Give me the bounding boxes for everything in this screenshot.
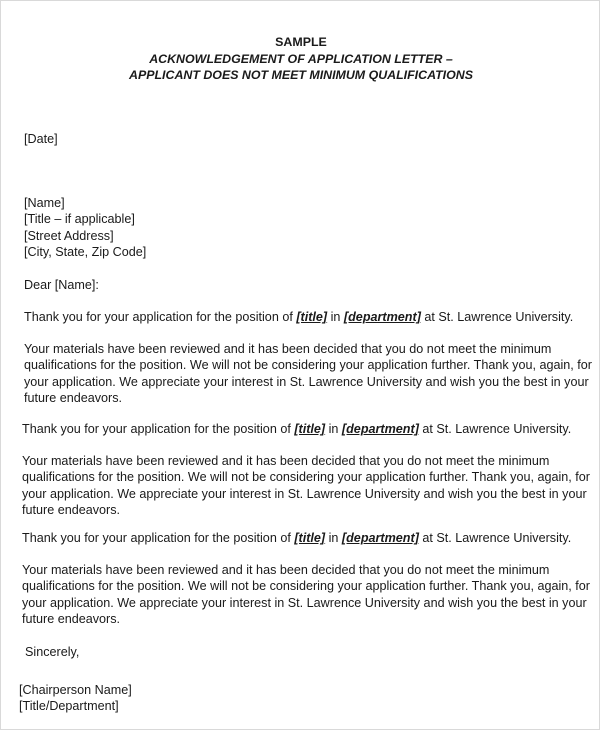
- body-line-3: your application. We appreciate your interest in St. Lawrence University and wish you the best in your: [24, 374, 589, 389]
- signature-name: [Chairperson Name]: [19, 683, 132, 697]
- department-tag: [department]: [341, 422, 419, 436]
- intro-middle: in: [327, 310, 344, 324]
- title-line-2: APPLICANT DOES NOT MEET MINIMUM QUALIFICATIONS: [129, 68, 473, 82]
- recipient-address: [24, 195, 146, 260]
- signature-title: [Title/Department]: [19, 699, 119, 714]
- intro-sentence: [24, 309, 573, 325]
- body-paragraph: [22, 562, 590, 627]
- intro-after: at St. Lawrence University.: [418, 422, 572, 436]
- letter-header: [1, 34, 600, 84]
- body-line-2: qualifications for the position. We will not be considering your application further. Thank you, again, for: [24, 358, 592, 373]
- closing-text: Sincerely,: [25, 645, 80, 659]
- intro-after: at St. Lawrence University.: [420, 310, 574, 324]
- body-line-1: Your materials have been reviewed and it has been decided that you do not meet the minimum: [24, 342, 552, 356]
- body-line-3: your application. We appreciate your interest in St. Lawrence University and wish you the best in your: [22, 595, 587, 610]
- body-paragraph: [24, 341, 592, 406]
- salutation-text: Dear [Name]:: [24, 278, 99, 292]
- body-line-3: your application. We appreciate your interest in St. Lawrence University and wish you the best in your: [22, 486, 587, 501]
- intro-middle: in: [325, 422, 342, 436]
- body-line-1: Your materials have been reviewed and it has been decided that you do not meet the minimum: [22, 563, 550, 577]
- intro-before: Thank you for your application for the position of: [24, 310, 297, 324]
- date-text: [Date]: [24, 132, 58, 146]
- intro-before: Thank you for your application for the position of: [22, 422, 295, 436]
- date-placeholder: [24, 131, 58, 147]
- intro-after: at St. Lawrence University.: [418, 531, 572, 545]
- signature-block: [19, 682, 132, 715]
- body-line-4: future endeavors.: [22, 611, 121, 626]
- title-tag: [title]: [294, 531, 326, 545]
- title-tag: [title]: [296, 310, 328, 324]
- body-line-4: future endeavors.: [22, 502, 121, 517]
- intro-sentence: [22, 421, 571, 437]
- department-tag: [department]: [343, 310, 421, 324]
- intro-middle: in: [325, 531, 342, 545]
- recipient-title: [Title – if applicable]: [24, 212, 135, 227]
- body-line-1: Your materials have been reviewed and it has been decided that you do not meet the minimum: [22, 454, 550, 468]
- intro-before: Thank you for your application for the position of: [22, 531, 295, 545]
- title-tag: [title]: [294, 422, 326, 436]
- body-line-2: qualifications for the position. We will not be considering your application further. Thank you, again, for: [22, 470, 590, 485]
- body-line-2: qualifications for the position. We will not be considering your application further. Thank you, again, for: [22, 579, 590, 594]
- body-line-4: future endeavors.: [24, 390, 123, 405]
- sample-label: SAMPLE: [275, 35, 327, 49]
- closing: [25, 644, 79, 660]
- intro-sentence: [22, 530, 571, 546]
- department-tag: [department]: [341, 531, 419, 545]
- salutation: [24, 277, 99, 293]
- recipient-street: [Street Address]: [24, 228, 114, 243]
- title-line-1: ACKNOWLEDGEMENT OF APPLICATION LETTER –: [149, 51, 453, 66]
- recipient-name: [Name]: [24, 196, 65, 210]
- body-paragraph: [22, 453, 590, 518]
- recipient-city: [City, State, Zip Code]: [24, 244, 147, 259]
